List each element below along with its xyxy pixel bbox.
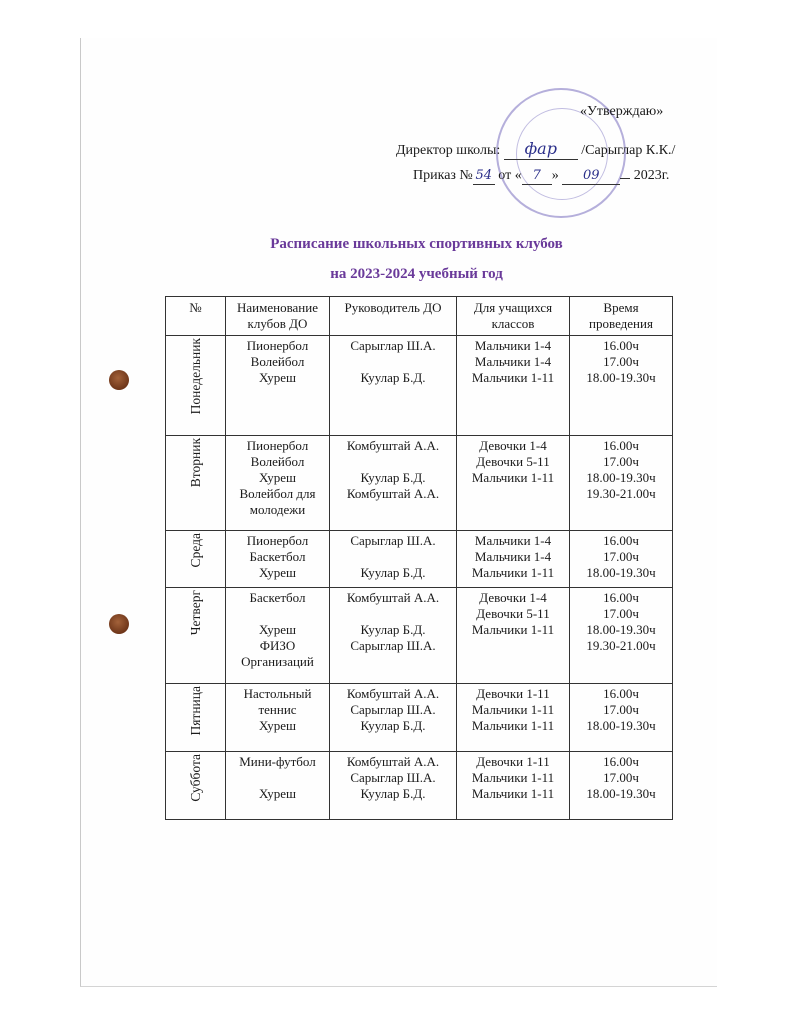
time-value: 16.00ч: [603, 754, 639, 769]
club-name: [228, 770, 327, 786]
order-day: 7: [522, 168, 552, 185]
document-title: Расписание школьных спортивных клубов: [270, 236, 563, 252]
header-club: Наименование клубов ДО: [226, 297, 330, 336]
club-name: Баскетбол: [249, 549, 306, 564]
time-value: 17.00ч: [603, 702, 639, 717]
classes-value: Мальчики 1-11: [471, 565, 555, 580]
classes-cell: [457, 436, 570, 531]
time-value: 17.00ч: [603, 454, 639, 469]
leader-name: Куулар Б.Д.: [360, 370, 426, 385]
classes-cell: [457, 752, 570, 820]
day-cell: [166, 588, 226, 684]
classes-value: Девочки 1-4: [479, 590, 547, 605]
classes-value: Девочки 5-11: [476, 606, 550, 621]
time-value: 17.00ч: [603, 770, 639, 785]
classes-cell: [457, 588, 570, 684]
club-cell: [226, 684, 330, 752]
club-name: Хуреш: [258, 565, 297, 580]
time-cell: [570, 436, 673, 531]
leader-name: Сарыглар Ш.А.: [350, 770, 436, 785]
leader-name: [332, 454, 454, 470]
day-cell: [166, 436, 226, 531]
club-cell: [226, 531, 330, 588]
order-from: от «: [498, 168, 522, 183]
club-cell: [226, 588, 330, 684]
classes-value: Мальчики 1-4: [474, 338, 552, 353]
classes-value: Девочки 1-11: [476, 754, 550, 769]
time-value: 18.00-19.30ч: [586, 786, 656, 801]
director-name: /Сарыглар К.К./: [581, 143, 676, 158]
day-cell: [166, 684, 226, 752]
time-value: 16.00ч: [603, 438, 639, 453]
day-label: Суббота: [187, 754, 203, 802]
table-row: [166, 588, 673, 684]
leader-name: Комбуштай А.А.: [346, 438, 440, 453]
club-name: Баскетбол: [249, 590, 306, 605]
leader-name: Комбуштай А.А.: [346, 686, 440, 701]
time-value: 17.00ч: [603, 354, 639, 369]
schedule-table: [165, 296, 673, 820]
leader-cell: [330, 531, 457, 588]
classes-cell: [457, 336, 570, 436]
table-row: [166, 684, 673, 752]
club-name: Настольный теннис: [243, 686, 312, 717]
order-mid: »: [551, 168, 559, 183]
leader-name: Сарыглар Ш.А.: [350, 533, 436, 548]
club-name: Хуреш: [258, 786, 297, 801]
header-number: №: [166, 297, 226, 336]
classes-value: Мальчики 1-4: [474, 549, 552, 564]
time-value: 16.00ч: [603, 338, 639, 353]
leader-name: Сарыглар Ш.А.: [350, 702, 436, 717]
club-name: Волейбол для молодежи: [239, 486, 316, 517]
table-row: [166, 531, 673, 588]
leader-cell: [330, 752, 457, 820]
document-subtitle: на 2023-2024 учебный год: [330, 266, 503, 282]
time-value: 19.30-21.00ч: [586, 638, 656, 653]
day-label: Понедельник: [187, 338, 203, 415]
day-label: Вторник: [187, 438, 203, 488]
time-value: 18.00-19.30ч: [586, 622, 656, 637]
club-name: Пионербол: [246, 438, 309, 453]
classes-value: Мальчики 1-11: [471, 470, 555, 485]
time-value: 18.00-19.30ч: [586, 370, 656, 385]
classes-value: Девочки 1-4: [479, 438, 547, 453]
header-time: Время проведения: [570, 297, 673, 336]
classes-value: Мальчики 1-4: [474, 533, 552, 548]
table-row: [166, 336, 673, 436]
leader-name: Комбуштай А.А.: [346, 590, 440, 605]
club-name: Мини-футбол: [239, 754, 316, 769]
approval-label: «Утверждаю»: [580, 104, 664, 119]
time-cell: [570, 684, 673, 752]
club-name: Хуреш: [258, 718, 297, 733]
time-value: 17.00ч: [603, 549, 639, 564]
time-value: 16.00ч: [603, 590, 639, 605]
leader-name: [332, 549, 454, 565]
leader-name: Комбуштай А.А.: [346, 754, 440, 769]
classes-cell: [457, 684, 570, 752]
club-name: [228, 606, 327, 622]
order-line: [413, 168, 669, 185]
punch-hole: [109, 370, 129, 390]
club-name: Волейбол: [250, 354, 305, 369]
classes-value: Мальчики 1-11: [471, 718, 555, 733]
director-label: Директор школы:: [396, 143, 501, 158]
day-label: Пятница: [187, 686, 203, 736]
leader-cell: [330, 588, 457, 684]
club-name: Хуреш: [258, 370, 297, 385]
header-leader: Руководитель ДО: [330, 297, 457, 336]
table-header-row: [166, 297, 673, 336]
leader-name: [332, 354, 454, 370]
table-row: [166, 752, 673, 820]
order-year: 2023г.: [633, 168, 670, 183]
classes-value: Мальчики 1-11: [471, 702, 555, 717]
classes-value: Мальчики 1-4: [474, 354, 552, 369]
time-cell: [570, 588, 673, 684]
time-value: 18.00-19.30ч: [586, 470, 656, 485]
leader-name: Куулар Б.Д.: [360, 565, 426, 580]
leader-name: Куулар Б.Д.: [360, 470, 426, 485]
leader-name: Куулар Б.Д.: [360, 786, 426, 801]
leader-name: Куулар Б.Д.: [360, 718, 426, 733]
day-cell: [166, 531, 226, 588]
punch-hole: [109, 614, 129, 634]
leader-name: [332, 606, 454, 622]
time-value: 18.00-19.30ч: [586, 718, 656, 733]
director-line: [396, 139, 675, 160]
classes-value: Девочки 5-11: [476, 454, 550, 469]
day-label: Четверг: [187, 590, 203, 636]
club-name: Хуреш: [258, 622, 297, 637]
leader-name: Сарыглар Ш.А.: [350, 638, 436, 653]
classes-value: Мальчики 1-11: [471, 770, 555, 785]
club-cell: [226, 752, 330, 820]
order-label: Приказ №: [413, 168, 473, 183]
leader-name: Куулар Б.Д.: [360, 622, 426, 637]
time-value: 17.00ч: [603, 606, 639, 621]
order-number: 54: [473, 168, 495, 185]
leader-cell: [330, 684, 457, 752]
club-name: Пионербол: [246, 533, 309, 548]
club-name: Хуреш: [258, 470, 297, 485]
table-row: [166, 436, 673, 531]
order-month: 09: [562, 168, 620, 185]
classes-value: Мальчики 1-11: [471, 786, 555, 801]
classes-value: Мальчики 1-11: [471, 370, 555, 385]
club-cell: [226, 336, 330, 436]
time-cell: [570, 752, 673, 820]
day-cell: [166, 752, 226, 820]
time-value: 18.00-19.30ч: [586, 565, 656, 580]
header-classes: Для учащихся классов: [457, 297, 570, 336]
club-cell: [226, 436, 330, 531]
time-value: 16.00ч: [603, 533, 639, 548]
day-cell: [166, 336, 226, 436]
leader-cell: [330, 336, 457, 436]
leader-name: Комбуштай А.А.: [346, 486, 440, 501]
time-cell: [570, 336, 673, 436]
leader-cell: [330, 436, 457, 531]
day-label: Среда: [187, 533, 203, 568]
club-name: Пионербол: [246, 338, 309, 353]
time-value: 19.30-21.00ч: [586, 486, 656, 501]
classes-cell: [457, 531, 570, 588]
time-cell: [570, 531, 673, 588]
classes-value: Мальчики 1-11: [471, 622, 555, 637]
club-name: ФИЗО Организаций: [241, 638, 314, 669]
club-name: Волейбол: [250, 454, 305, 469]
leader-name: Сарыглар Ш.А.: [350, 338, 436, 353]
classes-value: Девочки 1-11: [476, 686, 550, 701]
time-value: 16.00ч: [603, 686, 639, 701]
director-signature: фар: [504, 139, 578, 160]
